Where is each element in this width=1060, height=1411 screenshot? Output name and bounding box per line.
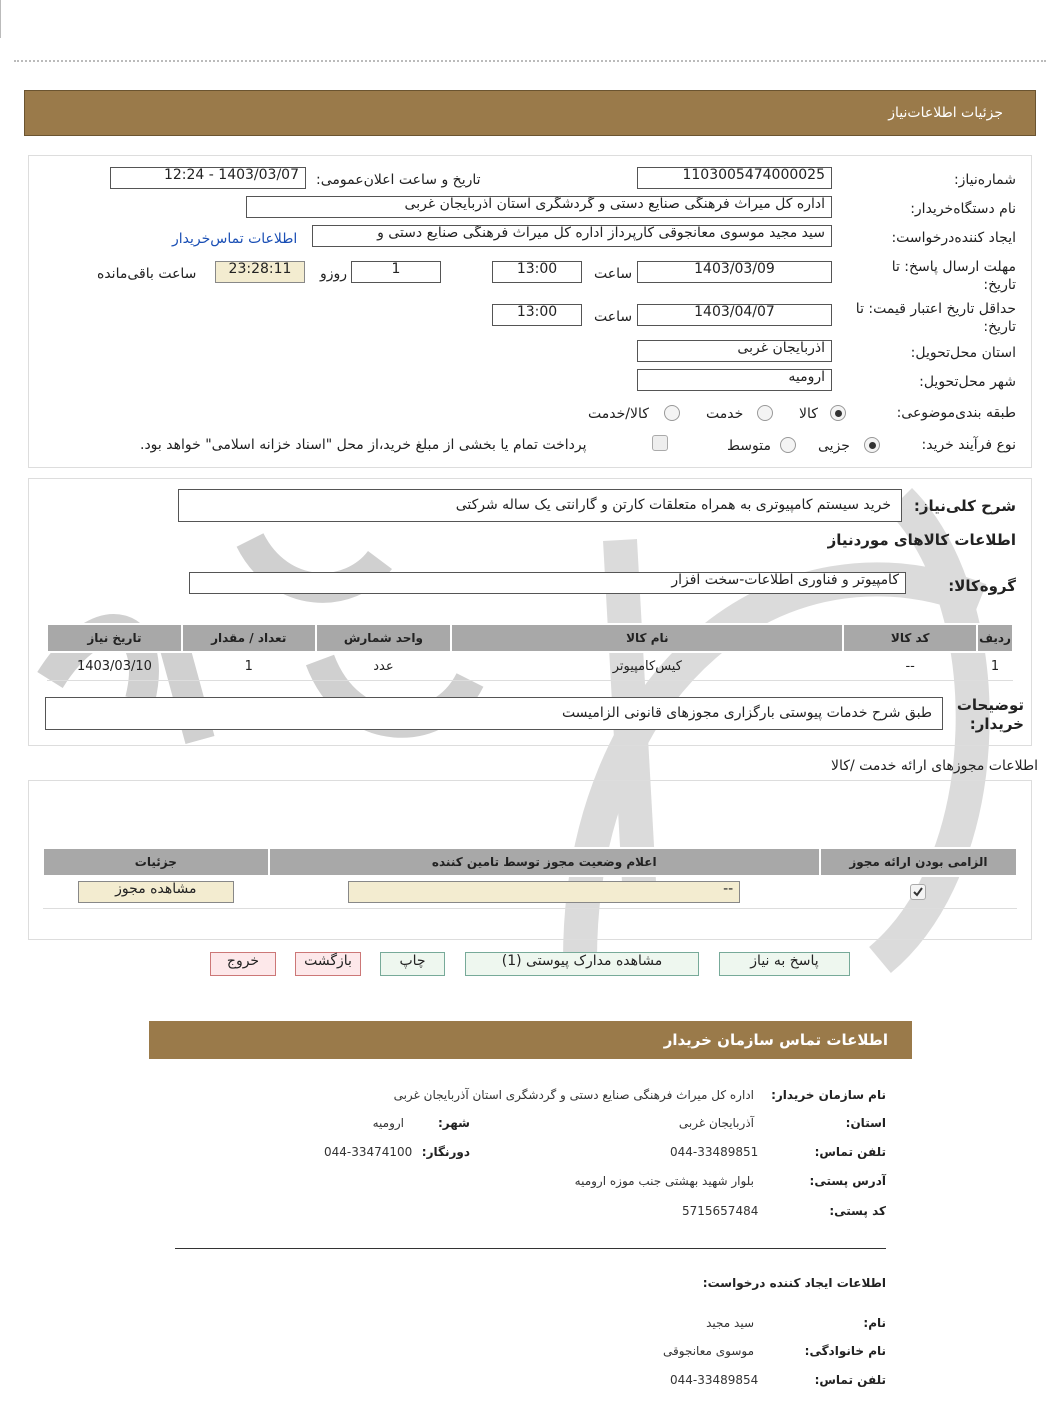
deadline-days-label: روزو <box>320 266 348 282</box>
col-permit-status: اعلام وضعیت مجوز توسط تامین کننده <box>269 848 820 876</box>
contact-postal-value: 5715657484 <box>682 1204 759 1218</box>
contact-title: اطلاعات تماس سازمان خریدار <box>663 1031 888 1049</box>
creator-family-value: موسوی معانجوقی <box>663 1344 754 1358</box>
process-option-minor: جزیی <box>818 438 850 454</box>
creator-name-label: نام: <box>863 1316 886 1330</box>
province-label: استان محل‌تحویل: <box>910 345 1016 361</box>
creator-family-label: نام خانوادگی: <box>804 1344 886 1358</box>
creator-phone-label: تلفن تماس: <box>814 1373 886 1387</box>
table-row <box>43 876 1017 908</box>
contact-divider <box>175 1248 886 1249</box>
table-row <box>47 652 1013 680</box>
view-permit-button[interactable]: مشاهده مجوز <box>78 881 234 903</box>
contact-city-value: ارومیه <box>372 1116 404 1130</box>
province-field[interactable]: آذربایجان غربی <box>637 340 832 362</box>
category-radio-goods-service[interactable] <box>664 405 680 421</box>
contact-city-label: شهر: <box>438 1116 470 1130</box>
price-validity-time-field[interactable]: 13:00 <box>492 304 582 326</box>
summary-field[interactable]: خرید سیستم کامپیوتری به همراه متعلقات کارتن و گارانتی یک ساله شرکتی <box>178 489 902 522</box>
process-option-medium: متوسط <box>727 438 771 454</box>
page-title: جزئیات اطلاعات‌نیاز <box>888 105 1003 121</box>
cell-qty: 1 <box>182 652 316 680</box>
page-header <box>24 90 1036 136</box>
requester-field[interactable]: سید مجید موسوی معانجوقی کارپرداز اداره کل میراث فرهنگی صنایع دستی و <box>312 225 832 247</box>
goods-group-label: گروه‌کالا: <box>948 577 1016 595</box>
buyer-org-field[interactable]: اداره کل میراث فرهنگی صنایع دستی و گردشگری استان آذربایجان غربی <box>246 196 832 218</box>
contact-address-label: آدرس پستی: <box>809 1174 886 1188</box>
creator-title: اطلاعات ایجاد کننده درخواست: <box>702 1276 886 1290</box>
col-permit-required: الزامی بودن ارائه مجوز <box>820 848 1017 876</box>
price-validity-date-field[interactable]: 1403/04/07 <box>637 304 832 326</box>
need-number-label: شماره‌نیاز: <box>953 172 1016 188</box>
announce-datetime-label: تاریخ و ساعت اعلان‌عمومی: <box>316 172 481 188</box>
city-label: شهر محل‌تحویل: <box>919 374 1016 390</box>
deadline-time-label: ساعت <box>594 266 633 282</box>
contact-header <box>149 1021 912 1059</box>
permits-table <box>42 847 1018 909</box>
attachments-button[interactable]: مشاهده مدارک پیوستی (1) <box>465 952 699 976</box>
permit-required-cell <box>820 876 1017 908</box>
cell-name: کیس‌کامپیوتر <box>451 652 843 680</box>
buyer-contact-link[interactable]: اطلاعات تماس‌خریدار <box>172 231 298 247</box>
contact-fax-label: دورنگار: <box>421 1145 470 1159</box>
category-option-goods-service: کالا/خدمت <box>588 406 649 422</box>
process-radio-medium[interactable] <box>780 437 796 453</box>
contact-postal-label: کد پستی: <box>829 1204 886 1218</box>
permits-title: اطلاعات مجوزهای ارائه خدمت /کالا <box>831 758 1038 774</box>
contact-province-value: آذربایجان غربی <box>678 1116 754 1130</box>
print-button[interactable]: چاپ <box>380 952 445 976</box>
col-row: ردیف <box>977 624 1013 652</box>
announce-datetime-field[interactable]: 1403/03/07 - 12:24 <box>110 167 306 189</box>
price-validity-time-label: ساعت <box>594 309 633 325</box>
top-divider <box>14 60 1046 62</box>
remaining-time-label: ساعت باقی‌مانده <box>97 266 197 282</box>
category-option-service: خدمت <box>706 406 744 422</box>
contact-address-value: بلوار شهید بهشتی جنب موزه ارومیه <box>574 1174 754 1188</box>
col-date: تاریخ نیاز <box>47 624 182 652</box>
permit-required-checkbox[interactable] <box>910 884 926 900</box>
check-icon <box>911 885 925 899</box>
deadline-label: مهلت ارسال پاسخ: تا تاریخ: <box>891 259 1016 293</box>
summary-label: شرح کلی‌نیاز: <box>913 497 1016 515</box>
category-label: طبقه بندی‌موضوعی: <box>896 405 1016 421</box>
col-unit: واحد شمارش <box>316 624 452 652</box>
category-radio-goods[interactable] <box>830 405 846 421</box>
buyer-notes-field[interactable]: طبق شرح خدمات پیوستی بارگزاری مجوزهای قانونی الزامیست <box>45 697 943 730</box>
category-option-goods: کالا <box>799 406 818 422</box>
reply-button[interactable]: پاسخ به نیاز <box>719 952 850 976</box>
treasury-payment-note: پرداخت تمام یا بخشی از مبلغ خرید،از محل "اسناد خزانه اسلامی" خواهد بود. <box>140 437 587 453</box>
process-radio-minor[interactable] <box>864 437 880 453</box>
col-name: نام کالا <box>451 624 843 652</box>
treasury-payment-checkbox[interactable] <box>652 435 668 451</box>
requester-label: ایجاد کننده‌درخواست: <box>891 230 1016 246</box>
category-radio-service[interactable] <box>757 405 773 421</box>
contact-phone-label: تلفن تماس: <box>814 1145 886 1159</box>
creator-phone-value: 044-33489854 <box>670 1373 759 1387</box>
deadline-time-field[interactable]: 13:00 <box>492 261 582 283</box>
cell-code: -- <box>843 652 977 680</box>
col-qty: تعداد / مقدار <box>182 624 316 652</box>
cell-row: 1 <box>977 652 1013 680</box>
page-edge-line <box>0 0 1 38</box>
city-field[interactable]: ارومیه <box>637 369 832 391</box>
contact-phone-value: 044-33489851 <box>670 1145 759 1159</box>
col-permit-details: جزئیات <box>43 848 269 876</box>
back-button[interactable]: بازگشت <box>295 952 361 976</box>
buyer-org-label: نام دستگاه‌خریدار: <box>910 201 1016 217</box>
contact-org-value: اداره کل میراث فرهنگی صنایع دستی و گردشگری استان آذربایجان غربی <box>393 1088 754 1102</box>
col-code: کد کالا <box>843 624 977 652</box>
exit-button[interactable]: خروج <box>210 952 276 976</box>
goods-table-header <box>47 624 1013 652</box>
contact-org-label: نام سازمان خریدار: <box>771 1088 886 1102</box>
permit-details-cell <box>43 876 269 908</box>
remaining-time-field: 23:28:11 <box>215 261 305 283</box>
cell-date: 1403/03/10 <box>47 652 182 680</box>
contact-fax-value: 044-33474100 <box>324 1145 413 1159</box>
permits-table-header <box>43 848 1017 876</box>
goods-info-title: اطلاعات کالاهای موردنیاز <box>827 531 1016 549</box>
deadline-date-field[interactable]: 1403/03/09 <box>637 261 832 283</box>
permit-status-field[interactable]: -- <box>348 881 740 903</box>
deadline-days-field[interactable]: 1 <box>351 261 441 283</box>
buyer-notes-label: توضیحات خریدار: <box>956 696 1024 733</box>
creator-name-value: سید مجید <box>706 1316 754 1330</box>
contact-province-label: استان: <box>845 1116 886 1130</box>
cell-unit: عدد <box>316 652 452 680</box>
goods-group-field[interactable]: کامپیوتر و فناوری اطلاعات-سخت افزار <box>189 572 906 594</box>
need-number-field[interactable]: 1103005474000025 <box>637 167 832 189</box>
goods-table <box>46 623 1014 681</box>
permit-status-cell <box>269 876 820 908</box>
process-label: نوع فرآیند خرید: <box>921 437 1016 453</box>
price-validity-label: حداقل تاریخ اعتبار قیمت: تا تاریخ: <box>855 301 1016 335</box>
